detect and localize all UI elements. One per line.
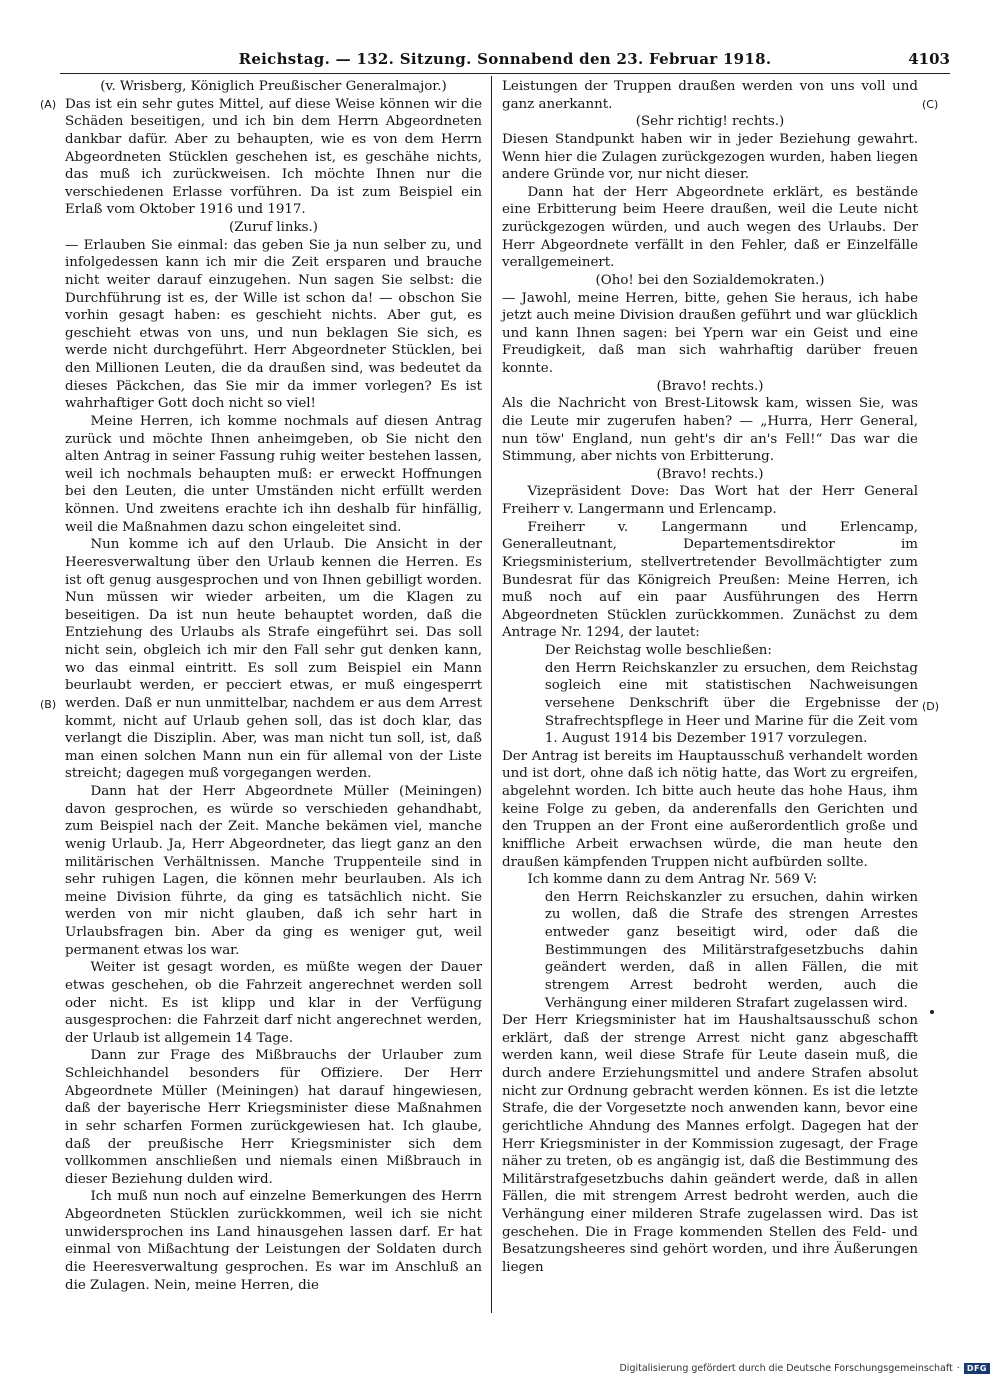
paragraph: Als die Nachricht von Brest-Litowsk kam, wissen Sie, was die Leute mir zugerufen haben? — „Hurra, Herr General, nun töw' England, nun geht's dir an's Fell!“ Das war die Stimmung, aber nichts von Erbitterung. xyxy=(502,396,918,465)
page-header xyxy=(60,50,950,72)
interjection: (Bravo! rechts.) xyxy=(656,378,764,394)
paragraph: — Erlauben Sie einmal: das geben Sie ja nun selber zu, und infolgedessen kann ich mir die Zeit ersparen und brauche nicht weiter darauf einzugehen. Nun sagen Sie selbst: die Durchführung ist es, der Wille ist schon da! — obschon Sie vorhin gesagt haben: es geschieht nichts. Aber gut, es geschieht etwas von uns, und nun beklagen Sie sich, es werde nicht durchgeführt. Herr Abgeordneter Stücklen, bei den Millionen Leuten, die da draußen sind, was bedeutet da dieses Päckchen, das Sie mir da immer vorlegen? Es ist wahrhaftiger Gott doch nicht so viel! xyxy=(65,237,482,412)
speaker-line: (v. Wrisberg, Königlich Preußischer Generalmajor.) xyxy=(100,79,447,94)
paragraph: Freiherr v. Langermann und Erlencamp, Generalleutnant, Departementsdirektor im Kriegsministerium, stellvertretender Bevollmächtigter zum Bundesrat für das Königreich Preußen: Meine Herren, ich muß noch auf ein paar Ausführungen des Herrn Abgeordneten Stücklen zurückkommen. Zunächst zu dem Antrage Nr. 1294, der lautet: xyxy=(502,519,918,641)
page-number: 4103 xyxy=(908,50,950,68)
margin-marker-b: (B) xyxy=(40,698,57,711)
paragraph: Leistungen der Truppen draußen werden von uns voll und ganz anerkannt. xyxy=(502,79,918,112)
paragraph: Der Herr Kriegsminister hat im Haushaltsausschuß schon erklärt, daß der strenge Arrest nicht ganz abgeschafft werden kann, weil diese Strafe für Leute dasein muß, die durch andere Erziehungsmittel und andere Strafen absolut nicht zur Ordnung gebracht werden können. Es ist die letzte Strafe, die der Vorgesetzte noch anwenden kann, bevor eine gerichtliche Ahndung des Mannes erfolgt. Dagegen hat der Herr Kriegsminister in der Kommission zugesagt, der Frage näher zu treten, ob es angängig ist, daß die Bestimmung des Militärstrafgesetzbuchs dahin geändert werde, daß in allen Fällen, die mit strengem Arrest bedroht werden, auch die Verhängung einer milderen Strafe zugelassen wird. Das ist geschehen. Die in Frage kommenden Stellen des Feld- und Besatzungsheeres sind gehört worden, und ihre Äußerungen liegen xyxy=(502,1013,918,1275)
paragraph: Der Antrag ist bereits im Hauptausschuß verhandelt worden und ist dort, ohne daß ich nötig hatte, das Wort zu ergreifen, abgelehnt worden. Ich bitte auch heute das hohe Haus, ihm keine Folge zu geben, da anderenfalls den Gerichten und den Truppen an der Front eine außerordentlich große und kniffliche Arbeit erwachsen würde, die man heute den draußen kämpfenden Truppen nicht aufbürden sollte. xyxy=(502,748,918,870)
paragraph: — Jawohl, meine Herren, bitte, gehen Sie heraus, ich habe jetzt auch meine Division draußen geführt und war glücklich und kann Ihnen sagen: bei Ypern war ein Geist und eine Freudigkeit, daß man sich wahrhaftig darüber freuen konnte. xyxy=(502,290,918,376)
paragraph: Nun komme ich auf den Urlaub. Die Ansicht in der Heeresverwaltung über den Urlaub kennen die Herren. Es ist oft genug ausgesprochen und von Ihnen gebilligt worden. Nun müssen wir wieder arbeiten, um die Klagen zu beseitigen. Da ist nun heute behauptet worden, daß die Entziehung des Urlaubs als Strafe eingeführt sei. Das soll nicht sein, obgleich ich mir den Fall sehr gut denken kann, wo das einmal eintritt. Es soll zum Beispiel ein Mann beurlaubt werden, er pecciert etwas, er muß eingesperrt werden. Daß er nun unmittelbar, nachdem er aus dem Arrest kommt, nicht auf Urlaub gehen soll, das ist doch klar, das verlangt die Disziplin. Aber, was man nicht tun soll, ist, daß man einen solchen Mann nun ein für allemal von der Liste streicht; dagegen muß vorgegangen werden. xyxy=(65,537,482,782)
column-divider xyxy=(491,76,492,1313)
right-column xyxy=(502,78,918,1277)
interjection: (Bravo! rechts.) xyxy=(656,466,764,482)
paragraph: Dann hat der Herr Abgeordnete Müller (Meiningen) davon gesprochen, es würde so verschieden gehandhabt, zum Beispiel nach der Zeit. Manche bekämen viel, manche wenig Urlaub. Ja, Herr Abgeordneter, das liegt ganz an den militärischen Verhältnissen. Manche Truppenteile sind in sehr ruhigen Lagen, die können mehr beurlauben. Als ich meine Division führte, da ging es tatsächlich nicht. Sie werden von mir nicht glauben, daß ich sehr hart in Urlaubsfragen bin. Aber da ging es weniger gut, weil permanent etwas los war. xyxy=(65,784,482,958)
funding-note: Digitalisierung gefördert durch die Deutsche Forschungsgemeinschaft xyxy=(619,1362,953,1374)
header-rule xyxy=(60,73,950,74)
paragraph: Dann hat der Herr Abgeordnete erklärt, es bestände eine Erbitterung beim Heere draußen, weil die Leute nicht zurückgezogen würden, und auch wegen des Urlaubs. Der Herr Abgeordnete verfällt in den Fehler, daß er Einzelfälle verallgemeinert. xyxy=(502,184,918,271)
paragraph: Meine Herren, ich komme nochmals auf diesen Antrag zurück und möchte Ihnen anheimgeben, ob Sie nicht den alten Antrag in seiner Fassung ruhig weiter bestehen lassen, weil ich nochmals behaupten muß: er erweckt Hoffnungen bei den Leuten, die unter Umständen nicht erfüllt werden können. Und zweitens erachte ich ihn deshalb für hinfällig, weil die Maßnahmen dazu schon eingeleitet sind. xyxy=(65,413,482,535)
margin-marker-c: (C) xyxy=(922,98,939,111)
paragraph: Diesen Standpunkt haben wir in jeder Beziehung gewahrt. Wenn hier die Zulagen zurückgezogen wurden, haben liegen andere Gründe vor, nur nicht dieser. xyxy=(502,131,918,183)
interjection: (Sehr richtig! rechts.) xyxy=(635,114,785,130)
paragraph: Dann zur Frage des Mißbrauchs der Urlauber zum Schleichhandel besonders für Offiziere. Der Herr Abgeordnete Müller (Meiningen) hat darauf hingewiesen, daß der bayerische Herr Kriegsminister diese Maßnahmen in sehr scharfen Formen zurückgewiesen hat. Ich glaube, daß der preußische Herr Kriegsminister sich dem vollkommen anschließen und niemals einen Mißbrauch in dieser Beziehung dulden wird. xyxy=(65,1048,482,1187)
interjection: (Zuruf links.) xyxy=(228,220,319,235)
interjection: (Oho! bei den Sozialdemokraten.) xyxy=(595,272,825,288)
margin-dot xyxy=(930,1010,934,1014)
paragraph: Das ist ein sehr gutes Mittel, auf diese Weise können wir die Schäden beseitigen, und ich bin dem Herrn Abgeordneten dankbar dafür. Aber zu behaupten, wie es von dem Herrn Abgeordneten Stücklen geschehen ist, es geschähe nichts, das muß ich zurückweisen. Ich möchte Ihnen nur die verschiedenen Erlasse vorführen. Da ist zum Beispiel ein Erlaß vom Oktober 1916 und 1917. xyxy=(65,96,482,218)
dfg-logo: DFG xyxy=(964,1363,990,1374)
footer: Digitalisierung gefördert durch die Deutsche Forschungsgemeinschaft · DFG xyxy=(619,1361,990,1375)
paragraph: den Herrn Reichskanzler zu ersuchen, dahin wirken zu wollen, daß die Strafe des strengen Arrestes entweder ganz beseitigt wird, oder daß die Bestimmungen des Militärstrafgesetzbuchs dahin geändert werden, daß in allen Fällen, die mit strengem Arrest bedroht werden, auch die Verhängung einer milderen Strafart zugelassen wird. xyxy=(544,889,918,1011)
paragraph: Ich muß nun noch auf einzelne Bemerkungen des Herrn Abgeordneten Stücklen zurückkommen, weil ich sie nicht unwidersprochen ins Land hinausgehen lassen darf. Er hat einmal von Mißachtung der Leistungen der Soldaten durch die Heeresverwaltung gesprochen. Es war im Anschluß an die Zulagen. Nein, meine Herren, die xyxy=(65,1189,482,1293)
paragraph: Weiter ist gesagt worden, es müßte wegen der Dauer etwas geschehen, ob die Fahrzeit angerechnet werden soll oder nicht. Es ist klipp und klar in der Verfügung ausgesprochen: die Fahrzeit darf nicht angerechnet werden, der Urlaub ist allgemein 14 Tage. xyxy=(65,960,482,1046)
running-title: Reichstag. — 132. Sitzung. Sonnabend den 23. Februar 1918. xyxy=(238,50,772,68)
margin-marker-a: (A) xyxy=(40,98,57,111)
left-column xyxy=(65,78,482,1294)
margin-marker-d: (D) xyxy=(922,700,940,713)
paragraph: Vizepräsident Dove: Das Wort hat der Herr General Freiherr v. Langermann und Erlencamp. xyxy=(502,484,918,517)
paragraph: Ich komme dann zu dem Antrag Nr. 569 V: xyxy=(527,872,818,888)
paragraph: den Herrn Reichskanzler zu ersuchen, dem Reichstag sogleich eine mit statistischen Nachweisungen versehene Denkschrift über die Ergebnisse der Strafrechtspflege in Heer und Marine für die Zeit vom 1. August 1914 bis Dezember 1917 vorzulegen. xyxy=(544,660,918,747)
paragraph: Der Reichstag wolle beschließen: xyxy=(544,643,772,658)
